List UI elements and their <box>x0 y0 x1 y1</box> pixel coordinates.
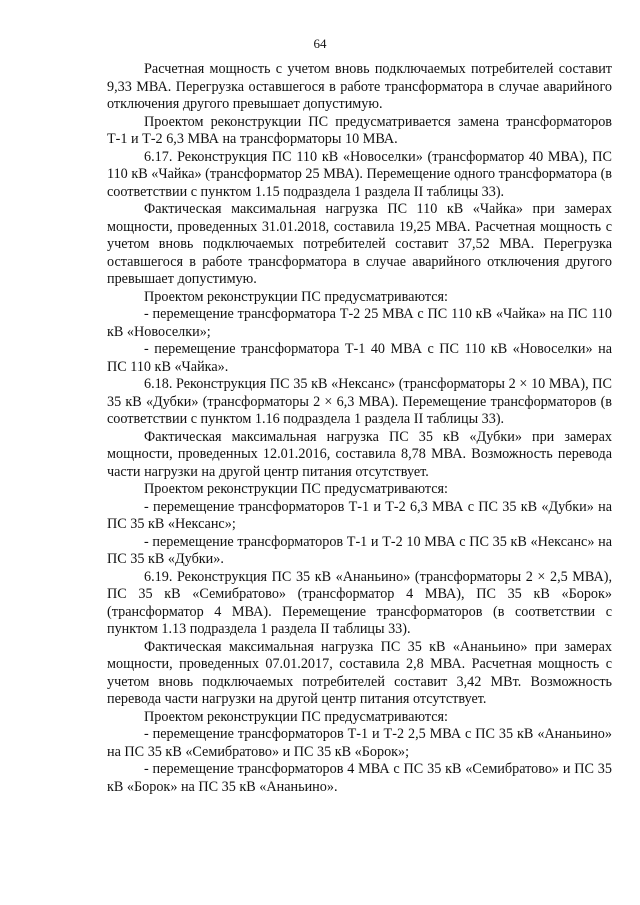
paragraph: Фактическая максимальная нагрузка ПС 110 кВ «Чайка» при замерах мощности, проведенных 31.01.2018, составила 19,25 МВА. Расчетная мощность с учетом вновь подключаемых потребителей составит 37,52 МВА. Перегрузка оставшегося в работе трансформатора в случае аварийного отключения другого превышает допустимую. <box>107 201 612 287</box>
paragraph: Расчетная мощность с учетом вновь подключаемых потребителей составит 9,33 МВА. Перегрузка оставшегося в работе трансформатора в случае аварийного отключения другого превышает допустимую. <box>107 61 612 112</box>
paragraph: Фактическая максимальная нагрузка ПС 35 кВ «Дубки» при замерах мощности, проведенных 12.01.2016, составила 8,78 МВА. Возможность перевода части нагрузки на другой центр питания отсутствует. <box>107 428 612 480</box>
list-item: - перемещение трансформаторов 4 МВА с ПС 35 кВ «Семибратово» и ПС 35 кВ «Борок» на ПС 35 кВ «Ананьино». <box>107 761 612 795</box>
paragraph: Проектом реконструкции ПС предусматриваются: <box>144 708 448 725</box>
paragraph: Фактическая максимальная нагрузка ПС 35 кВ «Ананьино» при замерах мощности, проведенных 07.01.2017, составила 2,8 МВА. Расчетная мощность с учетом вновь подключаемых потребителей составит 3,42 МВт. Возможность перевода части нагрузки на другой центр питания отсутствует. <box>107 638 612 707</box>
list-item: - перемещение трансформаторов Т-1 и Т-2 6,3 МВА с ПС 35 кВ «Дубки» на ПС 35 кВ «Нексанс»; <box>107 498 612 532</box>
list-item: - перемещение трансформатора Т-1 40 МВА с ПС 110 кВ «Новоселки» на ПС 110 кВ «Чайка». <box>107 341 612 375</box>
page-number: 64 <box>313 36 327 51</box>
list-item: - перемещение трансформатора Т-2 25 МВА с ПС 110 кВ «Чайка» на ПС 110 кВ «Новоселки»; <box>107 306 612 340</box>
list-item: - перемещение трансформаторов Т-1 и Т-2 10 МВА с ПС 35 кВ «Нексанс» на ПС 35 кВ «Дубки». <box>107 533 612 567</box>
paragraph: Проектом реконструкции ПС предусматриваются: <box>144 288 448 305</box>
paragraph: Проектом реконструкции ПС предусматривается замена трансформаторов Т-1 и Т-2 6,3 МВА на трансформаторы 10 МВА. <box>107 113 612 147</box>
section-heading-paragraph: 6.19. Реконструкция ПС 35 кВ «Ананьино» (трансформаторы 2 × 2,5 МВА), ПС 35 кВ «Семибратово» (трансформатор 4 МВА), ПС 35 кВ «Борок» (трансформатор 4 МВА). Перемещение трансформаторов (в соответствии с пунктом 1.13 подраздела 1 раздела II таблицы 33). <box>107 568 612 637</box>
paragraph: Проектом реконструкции ПС предусматриваются: <box>144 481 448 497</box>
document-body <box>107 61 612 796</box>
list-item: - перемещение трансформаторов Т-1 и Т-2 2,5 МВА с ПС 35 кВ «Ананьино» на ПС 35 кВ «Семибратово» и ПС 35 кВ «Борок»; <box>107 726 612 760</box>
section-heading-paragraph: 6.17. Реконструкция ПС 110 кВ «Новоселки» (трансформатор 40 МВА), ПС 110 кВ «Чайка» (трансформатор 25 МВА). Перемещение одного трансформатора (в соответствии с пунктом 1.15 подраздела 1 раздела II таблицы 33). <box>107 148 612 200</box>
section-heading-paragraph: 6.18. Реконструкция ПС 35 кВ «Нексанс» (трансформаторы 2 × 10 МВА), ПС 35 кВ «Дубки» (трансформаторы 2 × 6,3 МВА). Перемещение трансформаторов (в соответствии с пунктом 1.16 подраздела 1 раздела II таблицы 33). <box>107 376 612 427</box>
